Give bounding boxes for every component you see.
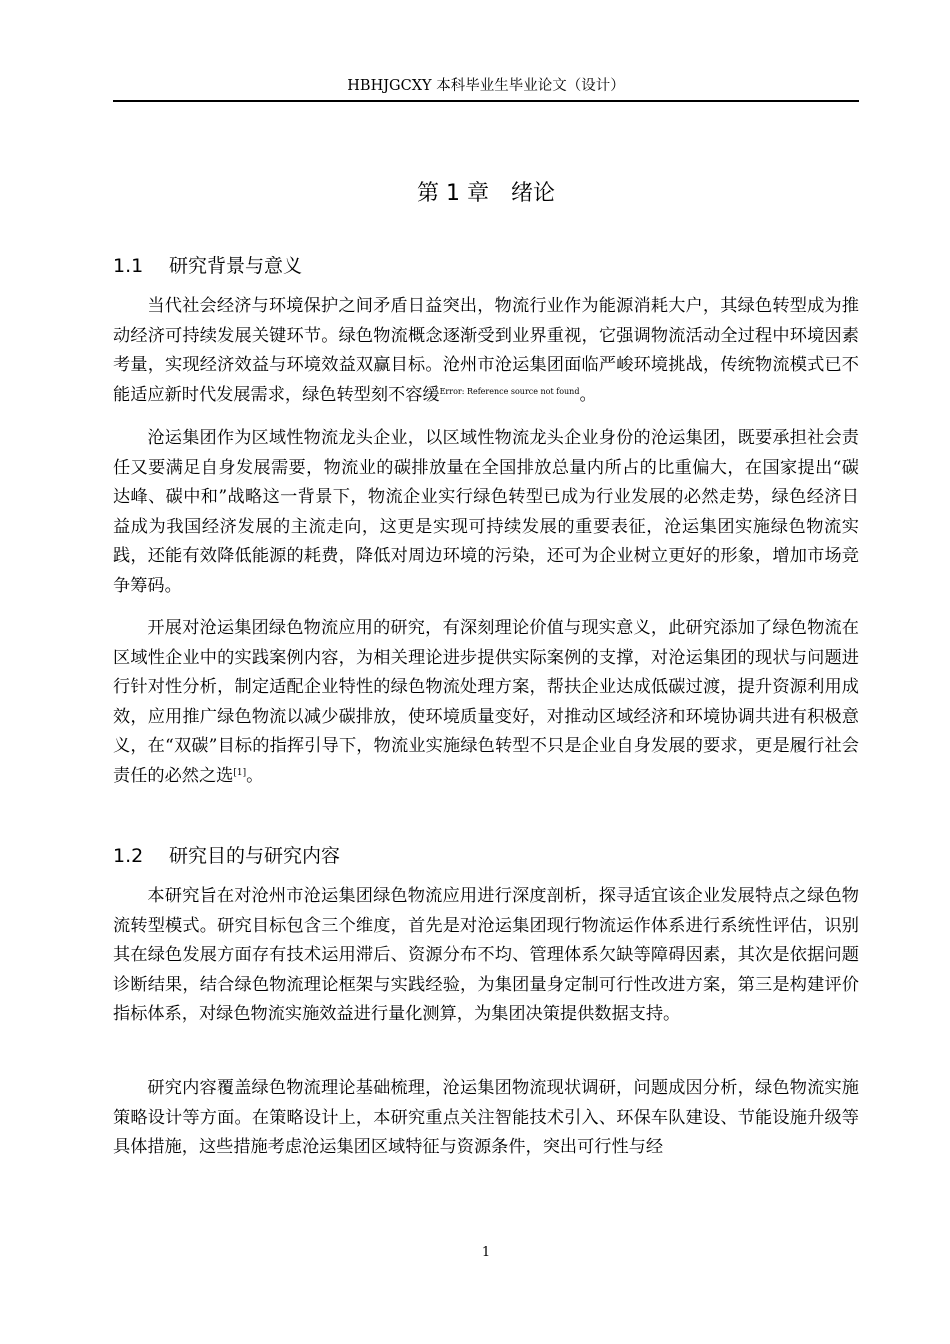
section-heading-1-1 bbox=[113, 252, 859, 280]
section-heading-1-2 bbox=[113, 842, 859, 870]
running-header: HBHJGCXY 本科毕业生毕业论文（设计） bbox=[347, 78, 625, 94]
paragraph: 研究内容覆盖绿色物流理论基础梳理，沧运集团物流现状调研，问题成因分析，绿色物流实施策略设计等方面。在策略设计上，本研究重点关注智能技术引入、环保车队建设、节能设施升级等具体措施，这些措施考虑沧运集团区域特征与资源条件，突出可行性与经 bbox=[113, 1078, 859, 1158]
citation: [1] bbox=[233, 767, 247, 778]
section-number: 1.1 bbox=[113, 255, 144, 277]
section-title: 研究背景与意义 bbox=[169, 255, 303, 277]
header-rule bbox=[113, 100, 859, 102]
section-number: 1.2 bbox=[113, 845, 144, 867]
paragraph: 本研究旨在对沧州市沧运集团绿色物流应用进行深度剖析，探寻适宜该企业发展特点之绿色物流转型模式。研究目标包含三个维度，首先是对沧运集团现行物流运作体系进行系统性评估，识别其在绿色发展方面存有技术运用滞后、资源分布不均、管理体系欠缺等障碍因素，其次是依据问题诊断结果，结合绿色物流理论框架与实践经验，为集团量身定制可行性改进方案，第三是构建评价指标体系，对绿色物流实施效益进行量化测算，为集团决策提供数据支持。 bbox=[113, 886, 859, 1025]
paragraph: 当代社会经济与环境保护之间矛盾日益突出，物流行业作为能源消耗大户，其绿色转型成为推动经济可持续发展关键环节。绿色物流概念逐渐受到业界重视，它强调物流活动全过程中环境因素考量，实现经济效益与环境效益双赢目标。沧州市沧运集团面临严峻环境挑战，传统物流模式已不能适应新时代发展需求，绿色转型刻不容缓$^{Error: Reference source not found}$。 bbox=[113, 296, 859, 405]
paragraph: 沧运集团作为区域性物流龙头企业，以区域性物流龙头企业身份的沧运集团，既要承担社会责任又要满足自身发展需要，物流业的碳排放量在全国排放总量内所占的比重偏大，在国家提出“碳达峰、碳中和”战略这一背景下，物流企业实行绿色转型已成为行业发展的必然走势，绿色经济日益成为我国经济发展的主流走向，这更是实现可持续发展的重要表征，沧运集团实施绿色物流实践，还能有效降低能源的耗费，降低对周边环境的污染，还可为企业树立更好的形象，增加市场竞争筹码。 bbox=[113, 428, 859, 596]
reference-error-note: Error: Reference source not found bbox=[439, 386, 580, 396]
chapter-title: 第 1 章 绪论 bbox=[417, 181, 555, 206]
section-title: 研究目的与研究内容 bbox=[169, 845, 341, 867]
page-number: 1 bbox=[481, 1245, 491, 1260]
paragraph: 开展对沧运集团绿色物流应用的研究，有深刻理论价值与现实意义，此研究添加了绿色物流在区域性企业中的实践案例内容，为相关理论进步提供实际案例的支撑，对沧运集团的现状与问题进行针对性分析，制定适配企业特性的绿色物流处理方案，帮扶企业达成低碳过渡，提升资源利用成效，应用推广绿色物流以减少碳排放，使环境质量变好，对推动区域经济和环境协调共进有积极意义，在“双碳”目标的指挥引导下，物流业实施绿色转型不只是企业自身发展的要求，更是履行社会责任的必然之选[1]。 bbox=[113, 618, 859, 786]
